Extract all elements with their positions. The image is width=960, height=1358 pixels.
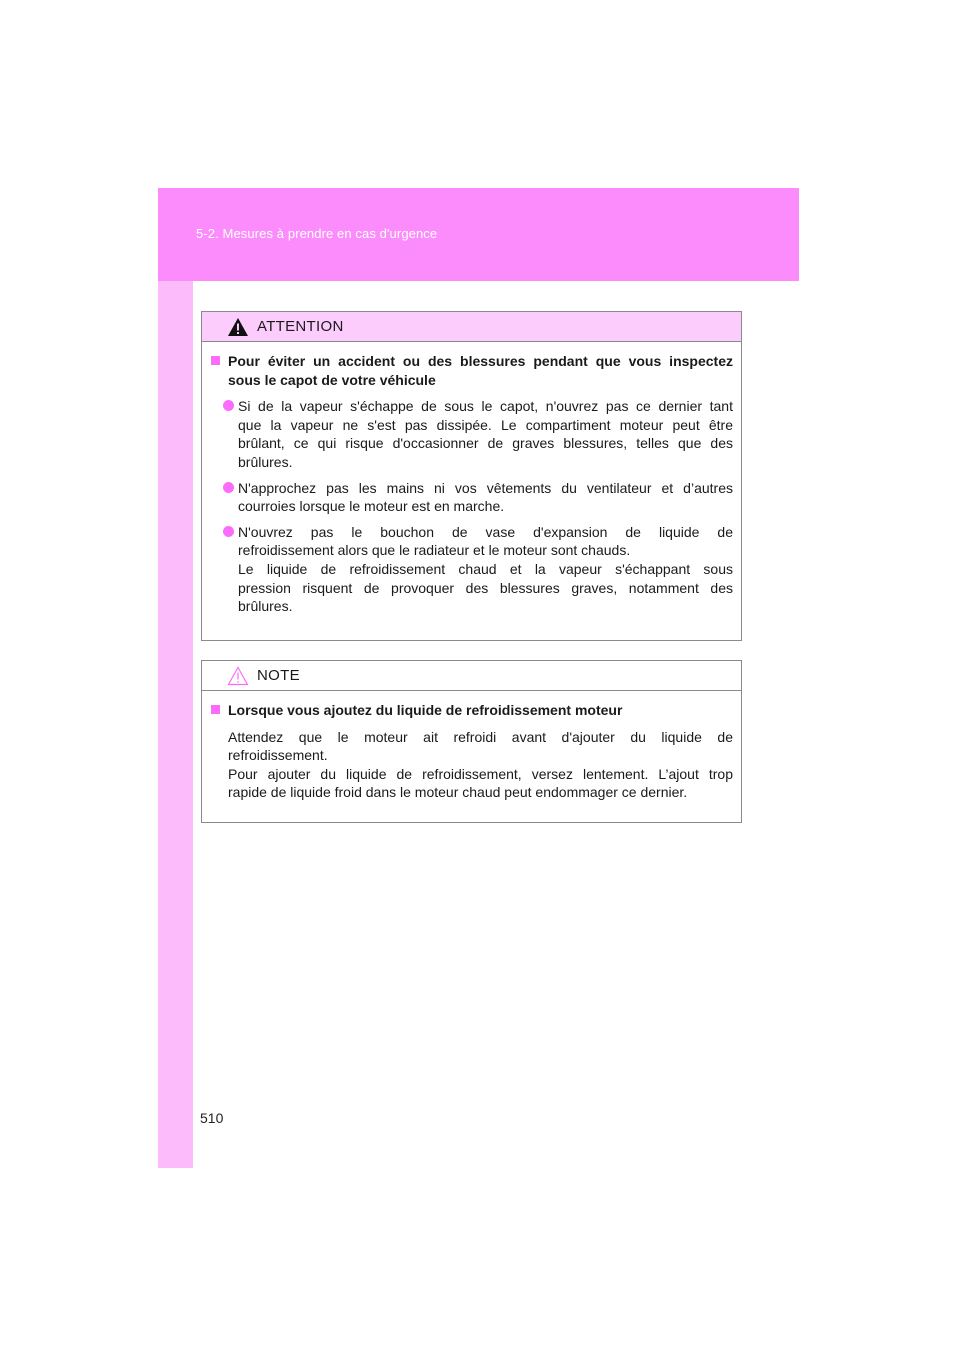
note-paragraph: Attendez que le moteur ait refroidi avant d'ajouter du liquide de refroidissement. Pour ajouter du liquide de refroidissement, versez lentement. L’ajout trop rapide de liquide froid dans le moteur chaud peut endommager ce dernier. [228, 728, 733, 801]
attention-bullet-vapor: Si de la vapeur s'échappe de sous le capot, n'ouvrez pas ce dernier tant que la vapeur ne s'est pas dissipée. Le compartiment moteur peut être brûlant, ce qui risque d'occasionner de graves blessures, telles que des brûlures. [210, 397, 733, 471]
side-color-band [158, 188, 193, 1168]
page-number: 510 [200, 1110, 224, 1126]
attention-header [202, 312, 741, 342]
attention-box [201, 311, 742, 641]
note-header [202, 661, 741, 691]
section-title: 5-2. Mesures à prendre en cas d'urgence [196, 226, 438, 241]
note-item-title: Lorsque vous ajoutez du liquide de refroidissement moteur [210, 701, 733, 720]
warning-icon [227, 317, 249, 337]
attention-item-title: Pour éviter un accident ou des blessures pendant que vous inspectez sous le capot de votre véhicule [210, 352, 733, 389]
attention-body [202, 342, 741, 616]
note-body [202, 691, 741, 802]
square-bullet-icon [211, 705, 220, 714]
round-bullet-icon [223, 526, 234, 537]
attention-bullet-fan: N'approchez pas les mains ni vos vêtements du ventilateur et d’autres courroies lorsque le moteur est en marche. [210, 479, 733, 516]
caution-outline-icon [227, 666, 249, 686]
note-box [201, 660, 742, 823]
round-bullet-icon [223, 482, 234, 493]
square-bullet-icon [211, 356, 220, 365]
attention-label: ATTENTION [257, 318, 344, 335]
round-bullet-icon [223, 400, 234, 411]
note-label: NOTE [257, 667, 300, 684]
attention-bullet-cap: N'ouvrez pas le bouchon de vase d'expansion de liquide de refroidissement alors que le radiateur et le moteur sont chauds. Le liquide de refroidissement chaud et la vapeur s'échappant sous pression risquent de provoquer des blessures graves, notamment des brûlures. [210, 523, 733, 616]
